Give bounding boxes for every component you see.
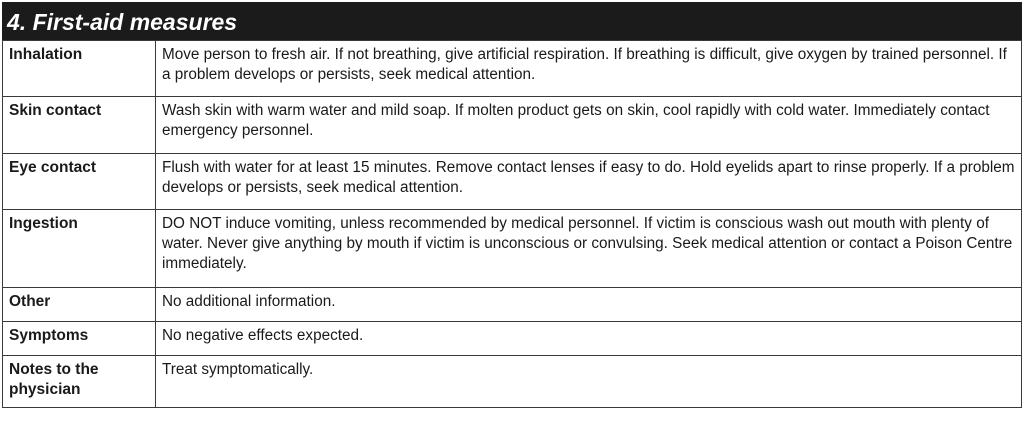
table-row-other <box>3 288 1022 322</box>
table-row-ingestion <box>3 210 1022 288</box>
row-label-notes-to-physician: Notes to the physician <box>3 356 156 408</box>
first-aid-section <box>2 2 1022 408</box>
table-row-inhalation <box>3 41 1022 97</box>
row-text-inhalation: Move person to fresh air. If not breathing, give artificial respiration. If breathing is difficult, give oxygen by trained personnel. If a problem develops or persists, seek medical attention. <box>156 41 1022 97</box>
row-text-skin-contact: Wash skin with warm water and mild soap. If molten product gets on skin, cool rapidly with cold water. Immediately contact emergency personnel. <box>156 97 1022 154</box>
table-row-symptoms <box>3 322 1022 356</box>
row-text-notes-to-physician: Treat symptomatically. <box>156 356 1022 408</box>
row-label-other: Other <box>3 288 156 322</box>
table-row-eye-contact <box>3 154 1022 210</box>
row-label-symptoms: Symptoms <box>3 322 156 356</box>
row-label-inhalation: Inhalation <box>3 41 156 97</box>
row-label-eye-contact: Eye contact <box>3 154 156 210</box>
row-label-skin-contact: Skin contact <box>3 97 156 154</box>
row-text-eye-contact: Flush with water for at least 15 minutes. Remove contact lenses if easy to do. Hold eyelids apart to rinse properly. If a problem develops or persists, seek medical attention. <box>156 154 1022 210</box>
row-text-other: No additional information. <box>156 288 1022 322</box>
table-row-notes-to-physician <box>3 356 1022 408</box>
row-text-symptoms: No negative effects expected. <box>156 322 1022 356</box>
table-row-skin-contact <box>3 97 1022 154</box>
section-title: 4. First-aid measures <box>2 2 1022 40</box>
row-text-ingestion: DO NOT induce vomiting, unless recommended by medical personnel. If victim is conscious wash out mouth with plenty of water. Never give anything by mouth if victim is unconscious or convulsing. Seek medical attention or contact a Poison Centre immediately. <box>156 210 1022 288</box>
row-label-ingestion: Ingestion <box>3 210 156 288</box>
first-aid-table <box>2 40 1022 408</box>
